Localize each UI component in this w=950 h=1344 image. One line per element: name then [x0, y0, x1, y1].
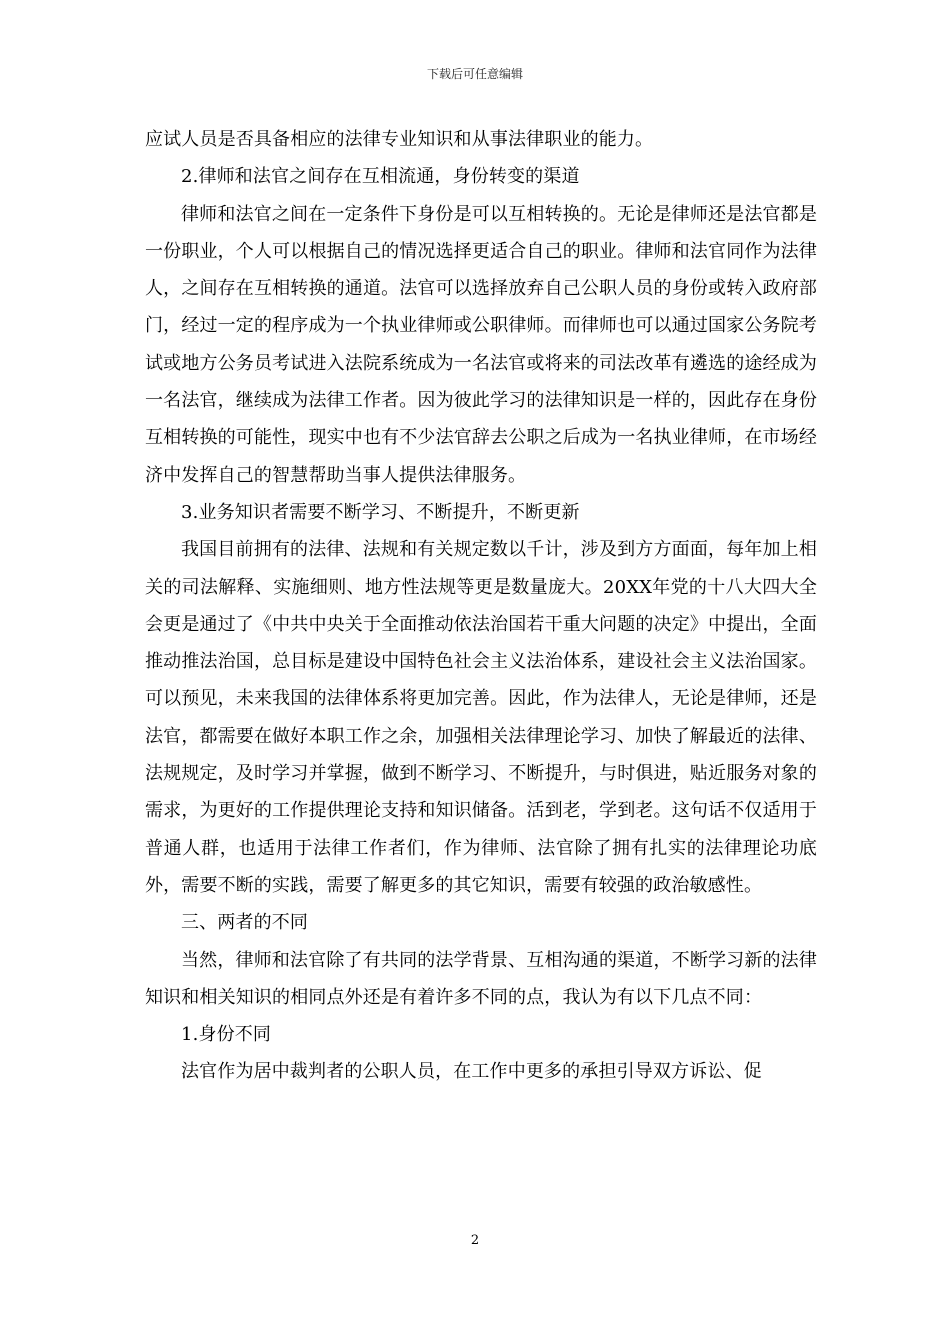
page-number: 2	[470, 1233, 480, 1248]
section-heading: 2.律师和法官之间存在互相流通，身份转变的渠道	[181, 166, 580, 188]
section-heading: 1.身份不同	[181, 1024, 272, 1046]
paragraph: 当然，律师和法官除了有共同的法学背景、互相沟通的渠道，不断学习新的法律知识和相关知识的相同点外还是有着许多不同的点，我认为有以下几点不同：	[145, 949, 817, 1008]
section-heading: 三、两者的不同	[181, 912, 309, 934]
section-heading: 3.业务知识者需要不断学习、不断提升，不断更新	[181, 501, 580, 523]
document-body	[145, 121, 817, 1091]
paragraph-continued: 应试人员是否具备相应的法律专业知识和从事法律职业的能力。	[145, 129, 654, 150]
paragraph: 律师和法官之间在一定条件下身份是可以互相转换的。无论是律师还是法官都是一份职业，个人可以根据自己的情况选择更适合自己的职业。律师和法官同作为法律人，之间存在互相转换的通道。法官可以选择放弃自己公职人员的身份或转入政府部门，经过一定的程序成为一个执业律师或公职律师。而律师也可以通过国家公务院考试或地方公务员考试进入法院系统成为一名法官或将来的司法改革有遴选的途经成为一名法官，继续成为法律工作者。因为彼此学习的法律知识是一样的，因此存在身份互相转换的可能性，现实中也有不少法官辞去公职之后成为一名执业律师，在市场经济中发挥自己的智慧帮助当事人提供法律服务。	[145, 203, 817, 486]
paragraph: 法官作为居中裁判者的公职人员，在工作中更多的承担引导双方诉讼、促	[181, 1061, 762, 1083]
paragraph: 我国目前拥有的法律、法规和有关规定数以千计，涉及到方方面面，每年加上相关的司法解释、实施细则、地方性法规等更是数量庞大。20XX年党的十八大四大全会更是通过了《中共中央关于全面推动依法治国若干重大问题的决定》中提出，全面推动推法治国，总目标是建设中国特色社会主义法治体系，建设社会主义法治国家。可以预见，未来我国的法律体系将更加完善。因此，作为法律人，无论是律师，还是法官，都需要在做好本职工作之余，加强相关法律理论学习、加快了解最近的法律、法规规定，及时学习并掌握，做到不断学习、不断提升，与时俱进，贴近服务对象的需求，为更好的工作提供理论支持和知识储备。活到老，学到老。这句话不仅适用于普通人群，也适用于法律工作者们，作为律师、法官除了拥有扎实的法律理论功底外，需要不断的实践，需要了解更多的其它知识，需要有较强的政治敏感性。	[145, 539, 817, 896]
page-header: 下载后可任意编辑	[426, 67, 523, 81]
